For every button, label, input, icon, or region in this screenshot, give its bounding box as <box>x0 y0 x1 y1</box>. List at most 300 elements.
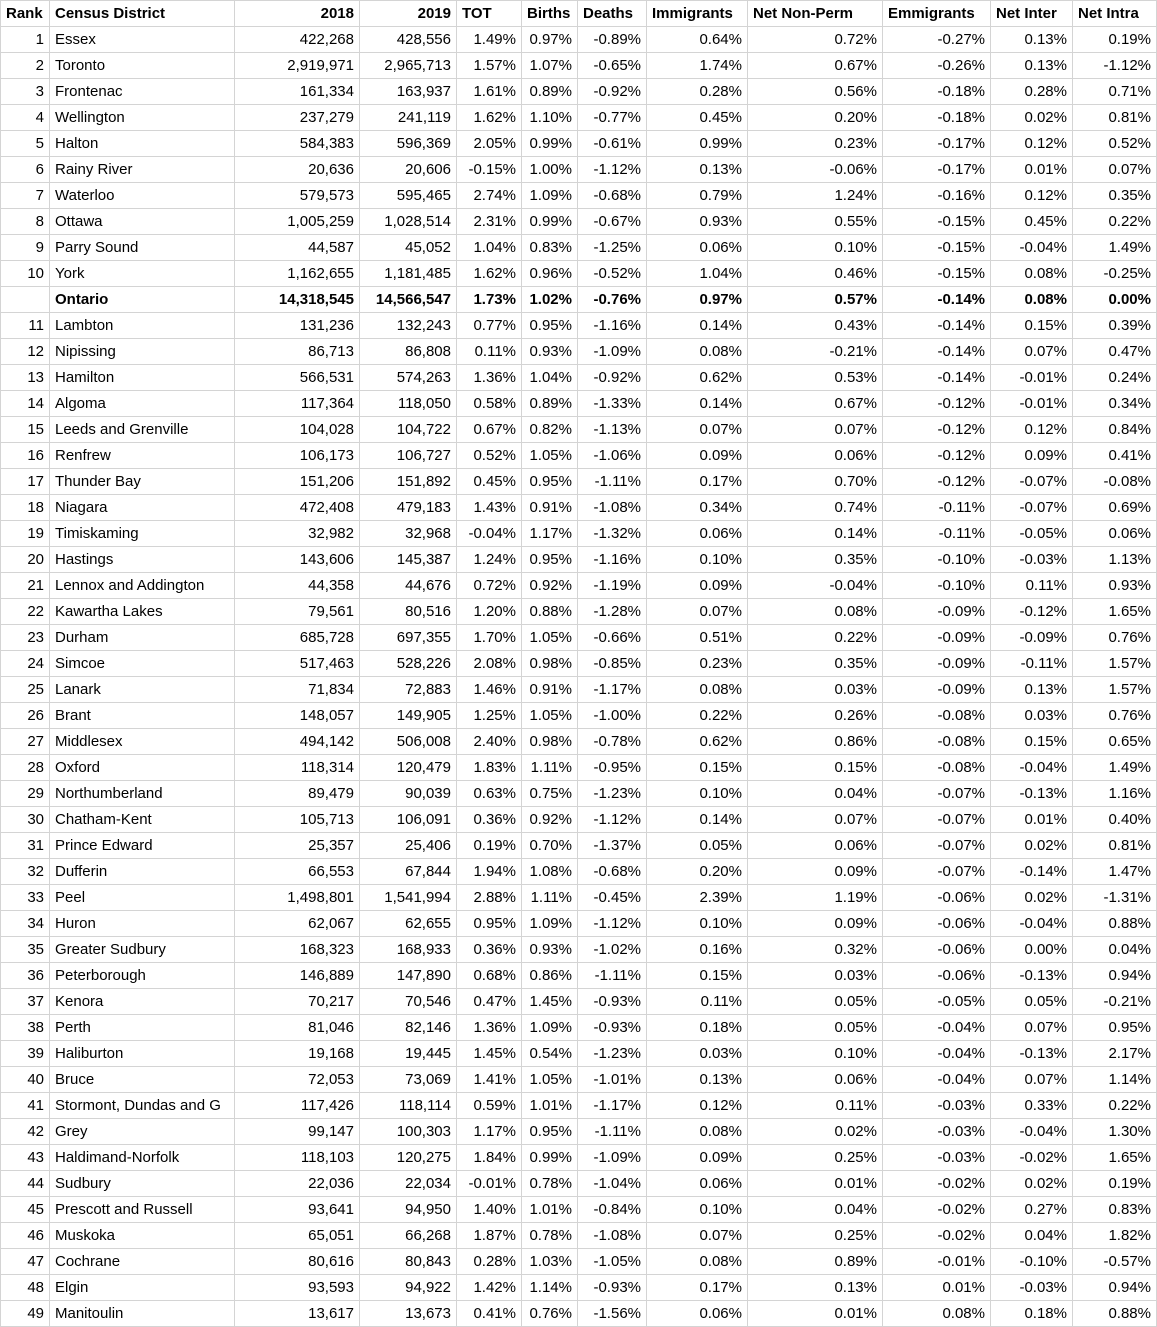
table-cell[interactable]: 0.10% <box>748 235 883 261</box>
table-cell[interactable]: 90,039 <box>360 781 457 807</box>
table-cell[interactable]: 25 <box>1 677 50 703</box>
table-cell[interactable]: 0.93% <box>522 339 578 365</box>
table-cell[interactable]: -0.03% <box>883 1119 991 1145</box>
table-cell[interactable]: 0.55% <box>748 209 883 235</box>
table-cell[interactable]: 1.82% <box>1073 1223 1157 1249</box>
table-cell[interactable]: -0.03% <box>883 1145 991 1171</box>
table-cell[interactable]: 42 <box>1 1119 50 1145</box>
table-cell[interactable]: -0.06% <box>883 963 991 989</box>
table-cell[interactable]: 0.03% <box>748 963 883 989</box>
table-cell[interactable]: 0.95% <box>1073 1015 1157 1041</box>
table-cell[interactable]: 0.01% <box>748 1171 883 1197</box>
table-cell[interactable]: 0.15% <box>647 755 748 781</box>
table-cell[interactable]: 0.02% <box>991 1171 1073 1197</box>
table-cell[interactable]: 0.15% <box>991 313 1073 339</box>
table-cell[interactable]: 579,573 <box>235 183 360 209</box>
table-cell[interactable]: 0.27% <box>991 1197 1073 1223</box>
table-cell[interactable]: 1.87% <box>457 1223 522 1249</box>
table-cell[interactable]: -0.14% <box>883 287 991 313</box>
table-cell[interactable]: 7 <box>1 183 50 209</box>
table-cell[interactable]: -0.10% <box>991 1249 1073 1275</box>
table-cell[interactable]: 117,426 <box>235 1093 360 1119</box>
table-cell[interactable]: 0.41% <box>457 1301 522 1327</box>
table-cell[interactable]: 517,463 <box>235 651 360 677</box>
table-cell[interactable]: -0.25% <box>1073 261 1157 287</box>
table-cell[interactable]: 0.99% <box>647 131 748 157</box>
table-cell[interactable]: Simcoe <box>50 651 235 677</box>
table-cell[interactable]: -0.06% <box>883 885 991 911</box>
table-cell[interactable]: 0.68% <box>457 963 522 989</box>
table-cell[interactable]: -0.08% <box>883 703 991 729</box>
table-cell[interactable]: 45,052 <box>360 235 457 261</box>
table-cell[interactable]: 0.01% <box>991 807 1073 833</box>
table-cell[interactable]: 161,334 <box>235 79 360 105</box>
table-cell[interactable]: 0.01% <box>748 1301 883 1327</box>
table-cell[interactable]: 1.02% <box>522 287 578 313</box>
table-cell[interactable]: -1.11% <box>578 469 647 495</box>
table-cell[interactable]: 0.96% <box>522 261 578 287</box>
table-cell[interactable]: 93,641 <box>235 1197 360 1223</box>
table-cell[interactable]: 1.05% <box>522 625 578 651</box>
table-cell[interactable]: -0.09% <box>883 599 991 625</box>
table-cell[interactable]: -0.04% <box>991 235 1073 261</box>
table-cell[interactable]: -0.12% <box>883 391 991 417</box>
table-cell[interactable]: Parry Sound <box>50 235 235 261</box>
table-cell[interactable]: 5 <box>1 131 50 157</box>
table-cell[interactable]: 0.74% <box>748 495 883 521</box>
table-cell[interactable]: 1.57% <box>457 53 522 79</box>
table-cell[interactable]: 1.73% <box>457 287 522 313</box>
table-cell[interactable]: 21 <box>1 573 50 599</box>
table-cell[interactable]: -1.01% <box>578 1067 647 1093</box>
table-cell[interactable]: 1.83% <box>457 755 522 781</box>
table-cell[interactable]: 0.16% <box>647 937 748 963</box>
table-cell[interactable]: 1.13% <box>1073 547 1157 573</box>
table-cell[interactable]: 0.46% <box>748 261 883 287</box>
table-cell[interactable]: Leeds and Grenville <box>50 417 235 443</box>
table-cell[interactable]: -0.01% <box>991 365 1073 391</box>
table-cell[interactable]: Hamilton <box>50 365 235 391</box>
table-cell[interactable]: 1.04% <box>522 365 578 391</box>
table-cell[interactable]: Rainy River <box>50 157 235 183</box>
table-cell[interactable]: 1.01% <box>522 1093 578 1119</box>
table-cell[interactable]: 0.95% <box>522 1119 578 1145</box>
column-header-net-inter[interactable]: Net Inter <box>991 1 1073 27</box>
table-cell[interactable]: 0.10% <box>748 1041 883 1067</box>
table-cell[interactable] <box>1 287 50 313</box>
table-cell[interactable]: 1 <box>1 27 50 53</box>
table-cell[interactable]: Lambton <box>50 313 235 339</box>
table-cell[interactable]: 0.70% <box>522 833 578 859</box>
table-cell[interactable]: -0.17% <box>883 131 991 157</box>
table-cell[interactable]: 65,051 <box>235 1223 360 1249</box>
table-cell[interactable]: 0.92% <box>522 807 578 833</box>
table-cell[interactable]: 0.07% <box>748 417 883 443</box>
table-cell[interactable]: 89,479 <box>235 781 360 807</box>
table-cell[interactable]: Niagara <box>50 495 235 521</box>
table-cell[interactable]: 151,206 <box>235 469 360 495</box>
table-cell[interactable]: 0.58% <box>457 391 522 417</box>
table-cell[interactable]: 2.74% <box>457 183 522 209</box>
table-cell[interactable]: 1.25% <box>457 703 522 729</box>
table-cell[interactable]: -0.17% <box>883 157 991 183</box>
table-cell[interactable]: 80,616 <box>235 1249 360 1275</box>
column-header-deaths[interactable]: Deaths <box>578 1 647 27</box>
table-cell[interactable]: 0.04% <box>748 1197 883 1223</box>
table-cell[interactable]: 0.83% <box>522 235 578 261</box>
table-cell[interactable]: 44,358 <box>235 573 360 599</box>
table-cell[interactable]: Bruce <box>50 1067 235 1093</box>
table-cell[interactable]: Haliburton <box>50 1041 235 1067</box>
table-cell[interactable]: 0.88% <box>1073 1301 1157 1327</box>
table-cell[interactable]: Sudbury <box>50 1171 235 1197</box>
table-cell[interactable]: 10 <box>1 261 50 287</box>
table-cell[interactable]: 0.11% <box>991 573 1073 599</box>
table-cell[interactable]: 0.01% <box>991 157 1073 183</box>
table-cell[interactable]: 14,318,545 <box>235 287 360 313</box>
table-cell[interactable]: 1.17% <box>522 521 578 547</box>
table-cell[interactable]: 0.35% <box>748 547 883 573</box>
table-cell[interactable]: 1.47% <box>1073 859 1157 885</box>
table-cell[interactable]: 0.05% <box>748 989 883 1015</box>
table-cell[interactable]: -0.04% <box>991 1119 1073 1145</box>
table-cell[interactable]: 38 <box>1 1015 50 1041</box>
table-cell[interactable]: -0.07% <box>883 807 991 833</box>
table-cell[interactable]: 1.42% <box>457 1275 522 1301</box>
table-cell[interactable]: Algoma <box>50 391 235 417</box>
table-cell[interactable]: -0.14% <box>991 859 1073 885</box>
table-cell[interactable]: 118,103 <box>235 1145 360 1171</box>
table-cell[interactable]: 241,119 <box>360 105 457 131</box>
table-cell[interactable]: 596,369 <box>360 131 457 157</box>
table-cell[interactable]: 2.40% <box>457 729 522 755</box>
table-cell[interactable]: 1.61% <box>457 79 522 105</box>
table-cell[interactable]: 1.45% <box>457 1041 522 1067</box>
table-cell[interactable]: 0.62% <box>647 365 748 391</box>
table-cell[interactable]: 1.20% <box>457 599 522 625</box>
table-cell[interactable]: -1.08% <box>578 495 647 521</box>
table-cell[interactable]: -0.07% <box>991 495 1073 521</box>
table-cell[interactable]: 29 <box>1 781 50 807</box>
table-cell[interactable]: 0.23% <box>647 651 748 677</box>
table-cell[interactable]: Dufferin <box>50 859 235 885</box>
table-cell[interactable]: 1.11% <box>522 885 578 911</box>
table-cell[interactable]: 1.14% <box>522 1275 578 1301</box>
table-cell[interactable]: -0.16% <box>883 183 991 209</box>
table-cell[interactable]: 0.41% <box>1073 443 1157 469</box>
table-cell[interactable]: 574,263 <box>360 365 457 391</box>
table-cell[interactable]: 20 <box>1 547 50 573</box>
table-cell[interactable]: 25,406 <box>360 833 457 859</box>
table-cell[interactable]: 62,067 <box>235 911 360 937</box>
table-cell[interactable]: 1.41% <box>457 1067 522 1093</box>
table-cell[interactable]: 0.34% <box>647 495 748 521</box>
table-cell[interactable]: 0.02% <box>991 885 1073 911</box>
table-cell[interactable]: 19 <box>1 521 50 547</box>
table-cell[interactable]: -0.18% <box>883 105 991 131</box>
table-cell[interactable]: 0.35% <box>748 651 883 677</box>
table-cell[interactable]: -0.15% <box>883 261 991 287</box>
table-cell[interactable]: 0.43% <box>748 313 883 339</box>
table-cell[interactable]: 0.98% <box>522 729 578 755</box>
table-cell[interactable]: 149,905 <box>360 703 457 729</box>
table-cell[interactable]: Greater Sudbury <box>50 937 235 963</box>
table-cell[interactable]: -0.13% <box>991 781 1073 807</box>
table-cell[interactable]: 2,965,713 <box>360 53 457 79</box>
table-cell[interactable]: 0.89% <box>522 391 578 417</box>
table-cell[interactable]: 0.70% <box>748 469 883 495</box>
table-cell[interactable]: -1.56% <box>578 1301 647 1327</box>
table-cell[interactable]: 86,713 <box>235 339 360 365</box>
table-cell[interactable]: 18 <box>1 495 50 521</box>
table-cell[interactable]: Grey <box>50 1119 235 1145</box>
table-cell[interactable]: 13,617 <box>235 1301 360 1327</box>
table-cell[interactable]: -1.09% <box>578 339 647 365</box>
table-cell[interactable]: Brant <box>50 703 235 729</box>
table-cell[interactable]: 0.19% <box>1073 1171 1157 1197</box>
table-cell[interactable]: 0.12% <box>991 417 1073 443</box>
table-cell[interactable]: 0.91% <box>522 677 578 703</box>
table-cell[interactable]: -1.32% <box>578 521 647 547</box>
table-cell[interactable]: 47 <box>1 1249 50 1275</box>
table-cell[interactable]: 0.19% <box>1073 27 1157 53</box>
table-cell[interactable]: -0.07% <box>883 781 991 807</box>
table-cell[interactable]: -0.04% <box>991 755 1073 781</box>
table-cell[interactable]: Hastings <box>50 547 235 573</box>
table-cell[interactable]: Waterloo <box>50 183 235 209</box>
table-cell[interactable]: -0.01% <box>883 1249 991 1275</box>
table-cell[interactable]: 0.15% <box>647 963 748 989</box>
table-cell[interactable]: -0.93% <box>578 1275 647 1301</box>
table-cell[interactable]: 34 <box>1 911 50 937</box>
table-cell[interactable]: 22 <box>1 599 50 625</box>
table-cell[interactable]: 1.62% <box>457 261 522 287</box>
table-cell[interactable]: 0.14% <box>647 313 748 339</box>
table-cell[interactable]: 33 <box>1 885 50 911</box>
table-cell[interactable]: -1.13% <box>578 417 647 443</box>
table-cell[interactable]: 1.11% <box>522 755 578 781</box>
table-cell[interactable]: 147,890 <box>360 963 457 989</box>
table-cell[interactable]: 0.65% <box>1073 729 1157 755</box>
table-cell[interactable]: -0.10% <box>883 573 991 599</box>
table-cell[interactable]: 0.91% <box>522 495 578 521</box>
table-cell[interactable]: 1.30% <box>1073 1119 1157 1145</box>
table-cell[interactable]: Halton <box>50 131 235 157</box>
table-cell[interactable]: -0.10% <box>883 547 991 573</box>
table-cell[interactable]: -0.95% <box>578 755 647 781</box>
table-cell[interactable]: Thunder Bay <box>50 469 235 495</box>
table-cell[interactable]: 1,162,655 <box>235 261 360 287</box>
table-cell[interactable]: 422,268 <box>235 27 360 53</box>
table-cell[interactable]: -1.12% <box>578 807 647 833</box>
table-cell[interactable]: -1.11% <box>578 963 647 989</box>
table-cell[interactable]: 1.57% <box>1073 651 1157 677</box>
table-cell[interactable]: -0.12% <box>991 599 1073 625</box>
table-cell[interactable]: 32,982 <box>235 521 360 547</box>
table-cell[interactable]: 0.86% <box>748 729 883 755</box>
table-cell[interactable]: 104,028 <box>235 417 360 443</box>
table-cell[interactable]: 120,479 <box>360 755 457 781</box>
table-cell[interactable]: 0.34% <box>1073 391 1157 417</box>
table-cell[interactable]: 1.45% <box>522 989 578 1015</box>
table-cell[interactable]: 163,937 <box>360 79 457 105</box>
table-cell[interactable]: -0.09% <box>883 651 991 677</box>
table-cell[interactable]: 106,727 <box>360 443 457 469</box>
table-cell[interactable]: -0.11% <box>991 651 1073 677</box>
table-cell[interactable]: 0.06% <box>647 235 748 261</box>
table-cell[interactable]: 93,593 <box>235 1275 360 1301</box>
table-cell[interactable]: 118,050 <box>360 391 457 417</box>
table-cell[interactable]: -0.04% <box>883 1015 991 1041</box>
table-cell[interactable]: 0.79% <box>647 183 748 209</box>
table-cell[interactable]: 20,606 <box>360 157 457 183</box>
table-cell[interactable]: 0.06% <box>748 833 883 859</box>
table-cell[interactable]: 0.18% <box>647 1015 748 1041</box>
table-cell[interactable]: 26 <box>1 703 50 729</box>
table-cell[interactable]: -0.02% <box>883 1197 991 1223</box>
table-cell[interactable]: 0.10% <box>647 547 748 573</box>
table-cell[interactable]: 14,566,547 <box>360 287 457 313</box>
table-cell[interactable]: 80,516 <box>360 599 457 625</box>
table-cell[interactable]: 13,673 <box>360 1301 457 1327</box>
table-cell[interactable]: 99,147 <box>235 1119 360 1145</box>
table-cell[interactable]: Oxford <box>50 755 235 781</box>
table-cell[interactable]: 0.56% <box>748 79 883 105</box>
table-cell[interactable]: 3 <box>1 79 50 105</box>
table-cell[interactable]: -1.17% <box>578 1093 647 1119</box>
table-cell[interactable]: 0.04% <box>748 781 883 807</box>
table-cell[interactable]: 0.57% <box>748 287 883 313</box>
table-cell[interactable]: -1.08% <box>578 1223 647 1249</box>
table-cell[interactable]: 0.40% <box>1073 807 1157 833</box>
table-cell[interactable]: -0.06% <box>748 157 883 183</box>
table-cell[interactable]: 0.03% <box>647 1041 748 1067</box>
table-cell[interactable]: 19,168 <box>235 1041 360 1067</box>
table-cell[interactable]: 479,183 <box>360 495 457 521</box>
table-cell[interactable]: -0.13% <box>991 1041 1073 1067</box>
table-cell[interactable]: -0.07% <box>991 469 1073 495</box>
table-cell[interactable]: 0.08% <box>647 1119 748 1145</box>
table-cell[interactable]: 0.67% <box>457 417 522 443</box>
table-cell[interactable]: -1.12% <box>1073 53 1157 79</box>
table-cell[interactable]: 0.45% <box>647 105 748 131</box>
table-cell[interactable]: 32,968 <box>360 521 457 547</box>
table-cell[interactable]: -0.01% <box>991 391 1073 417</box>
table-cell[interactable]: 0.19% <box>457 833 522 859</box>
table-cell[interactable]: Prescott and Russell <box>50 1197 235 1223</box>
table-cell[interactable]: 1.46% <box>457 677 522 703</box>
column-header-immigrants[interactable]: Immigrants <box>647 1 748 27</box>
column-header-2018[interactable]: 2018 <box>235 1 360 27</box>
table-cell[interactable]: 0.18% <box>991 1301 1073 1327</box>
table-cell[interactable]: 0.77% <box>457 313 522 339</box>
table-cell[interactable]: 39 <box>1 1041 50 1067</box>
table-cell[interactable]: 0.02% <box>991 105 1073 131</box>
table-cell[interactable]: -0.04% <box>748 573 883 599</box>
table-cell[interactable]: -0.12% <box>883 469 991 495</box>
table-cell[interactable]: 0.97% <box>522 27 578 53</box>
table-cell[interactable]: 0.13% <box>991 677 1073 703</box>
table-cell[interactable]: 106,173 <box>235 443 360 469</box>
table-cell[interactable]: Timiskaming <box>50 521 235 547</box>
table-cell[interactable]: 1.09% <box>522 911 578 937</box>
table-cell[interactable]: -0.45% <box>578 885 647 911</box>
table-cell[interactable]: -0.14% <box>883 313 991 339</box>
table-cell[interactable]: 0.94% <box>1073 963 1157 989</box>
table-cell[interactable]: 0.52% <box>1073 131 1157 157</box>
table-cell[interactable]: -0.08% <box>1073 469 1157 495</box>
table-cell[interactable]: 494,142 <box>235 729 360 755</box>
table-cell[interactable]: -1.37% <box>578 833 647 859</box>
table-cell[interactable]: Ontario <box>50 287 235 313</box>
table-cell[interactable]: 0.07% <box>647 1223 748 1249</box>
table-cell[interactable]: 132,243 <box>360 313 457 339</box>
table-cell[interactable]: 4 <box>1 105 50 131</box>
table-cell[interactable]: 1.03% <box>522 1249 578 1275</box>
table-cell[interactable]: 0.09% <box>748 911 883 937</box>
table-cell[interactable]: 685,728 <box>235 625 360 651</box>
table-cell[interactable]: 41 <box>1 1093 50 1119</box>
table-cell[interactable]: 66,268 <box>360 1223 457 1249</box>
table-cell[interactable]: 36 <box>1 963 50 989</box>
table-cell[interactable]: 0.20% <box>748 105 883 131</box>
table-cell[interactable]: 32 <box>1 859 50 885</box>
table-cell[interactable]: -0.02% <box>883 1171 991 1197</box>
table-cell[interactable]: 0.09% <box>991 443 1073 469</box>
table-cell[interactable]: 43 <box>1 1145 50 1171</box>
table-cell[interactable]: 31 <box>1 833 50 859</box>
table-cell[interactable]: -0.09% <box>883 677 991 703</box>
table-cell[interactable]: 1.09% <box>522 183 578 209</box>
table-cell[interactable]: 70,217 <box>235 989 360 1015</box>
table-cell[interactable]: 0.54% <box>522 1041 578 1067</box>
table-cell[interactable]: -1.23% <box>578 781 647 807</box>
table-cell[interactable]: 1.16% <box>1073 781 1157 807</box>
table-cell[interactable]: 0.25% <box>748 1145 883 1171</box>
table-cell[interactable]: 1,181,485 <box>360 261 457 287</box>
table-cell[interactable]: -0.93% <box>578 1015 647 1041</box>
table-cell[interactable]: -0.27% <box>883 27 991 53</box>
table-cell[interactable]: 16 <box>1 443 50 469</box>
table-cell[interactable]: 86,808 <box>360 339 457 365</box>
table-cell[interactable]: Lennox and Addington <box>50 573 235 599</box>
table-cell[interactable]: 0.02% <box>748 1119 883 1145</box>
table-cell[interactable]: 0.52% <box>457 443 522 469</box>
table-cell[interactable]: 0.02% <box>991 833 1073 859</box>
table-cell[interactable]: -0.78% <box>578 729 647 755</box>
table-cell[interactable]: Renfrew <box>50 443 235 469</box>
table-cell[interactable]: 0.95% <box>522 547 578 573</box>
table-cell[interactable]: 0.00% <box>991 937 1073 963</box>
table-cell[interactable]: 12 <box>1 339 50 365</box>
table-cell[interactable]: Nipissing <box>50 339 235 365</box>
column-header-rank[interactable]: Rank <box>1 1 50 27</box>
table-cell[interactable]: 0.72% <box>457 573 522 599</box>
column-header-2019[interactable]: 2019 <box>360 1 457 27</box>
table-cell[interactable]: 1.10% <box>522 105 578 131</box>
table-cell[interactable]: 0.03% <box>991 703 1073 729</box>
table-cell[interactable]: 94,922 <box>360 1275 457 1301</box>
table-cell[interactable]: 151,892 <box>360 469 457 495</box>
table-cell[interactable]: 62,655 <box>360 911 457 937</box>
table-cell[interactable]: Perth <box>50 1015 235 1041</box>
table-cell[interactable]: 28 <box>1 755 50 781</box>
table-cell[interactable]: 17 <box>1 469 50 495</box>
table-cell[interactable]: 19,445 <box>360 1041 457 1067</box>
table-cell[interactable]: 0.22% <box>748 625 883 651</box>
column-header-emmigrants[interactable]: Emmigrants <box>883 1 991 27</box>
table-cell[interactable]: Kawartha Lakes <box>50 599 235 625</box>
